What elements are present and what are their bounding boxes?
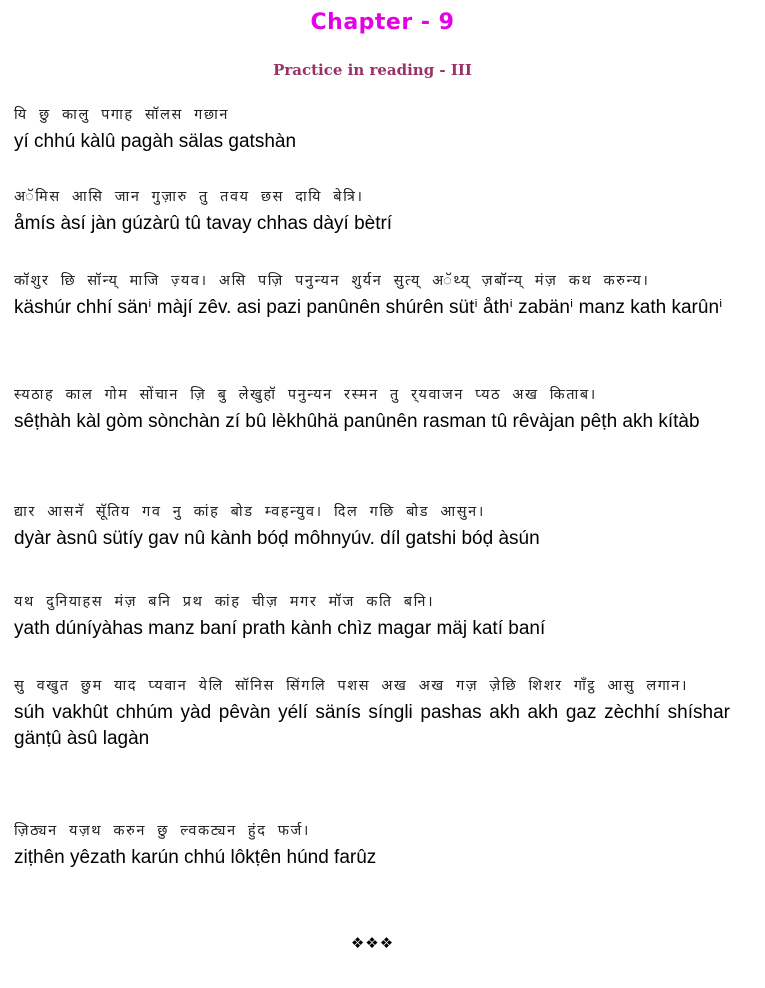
passage-2 — [14, 186, 730, 237]
roman-line: dyàr àsnû sütíy gav nû kành bóḍ môhnyúv. díl gatshi bóḍ àsún — [14, 528, 540, 549]
devanagari-line: स्यठाह काल गोम सोंचान ज़ि बु लेखुहॉ पनुन्यन रस्मन तु र्‌यवाजन प्यठ अख किताब। — [14, 387, 597, 403]
passage-4 — [14, 384, 730, 435]
passage-8 — [14, 820, 730, 871]
devanagari-line: सु वखुत छुम याद प्यवान येलि सॉनिस सिंगलि पशस अख अख गज़ ज़ेछि शिशर गॉंट्ठ आसु लगान। — [14, 678, 689, 694]
section-subtitle: Practice in reading - III — [273, 61, 472, 79]
passage-7 — [14, 675, 730, 752]
roman-line: súh vakhût chhúm yàd pêvàn yélí sänís síngli pashas akh akh gaz zèchhí shíshar gänṭû àsû lagàn — [14, 702, 730, 749]
roman-line: yath dúníyàhas manz baní prath kành chìz magar mäj katí baní — [14, 618, 546, 639]
roman-line: åmís àsí jàn gúzàrû tû tavay chhas dàyí bètrí — [14, 213, 393, 234]
passage-3 — [14, 270, 730, 321]
roman-line: käshúr chhí sänⁱ màjí zêv. asi pazi panûnên shúrên sütⁱ åthⁱ zabänⁱ manz kath karûnⁱ — [14, 297, 723, 318]
passage-6 — [14, 591, 730, 642]
chapter-title: Chapter - 9 — [310, 10, 455, 35]
roman-line: sêṭhàh kàl gòm sònchàn zí bû lèkhûhä panûnên rasman tû rêvàjan pêṭh akh kítàb — [14, 411, 700, 432]
devanagari-line: कॉशुर छि सॉन्य् माजि ज़्यव। असि पज़ि पनुन्यन शुर्यन सुत्य् अॅथ्य् ज़बॉन्य् मंज़ कथ करुन्य। — [14, 273, 650, 289]
ornament-divider: ❖❖❖ — [350, 934, 395, 952]
devanagari-line: द्यार आसनॅ सूॅतिय गव नु कांह बोड म्वहन्युव। दिल गछि बोड आसुन। — [14, 504, 485, 520]
roman-line: ziṭhên yêzath karún chhú lôkṭên húnd farûz — [14, 847, 377, 868]
devanagari-line: यि छु कालु पगाह सॉलस गछान — [14, 107, 230, 123]
devanagari-line: यथ दुनियाहस मंज़ बनि प्रथ कांह चीज़ मगर मॉज कति बनि। — [14, 594, 435, 610]
roman-line: yí chhú kàlû pagàh sälas gatshàn — [14, 131, 297, 152]
devanagari-line: अॅमिस आसि जान गुज़ारु तु तवय छस दायि बेत्रि। — [14, 189, 364, 205]
devanagari-line: ज़िठ्यन यज़थ करुन छु ल्वकट्यन हुंद फर्ज। — [14, 823, 310, 839]
passage-1 — [14, 104, 730, 155]
passage-5 — [14, 501, 730, 552]
